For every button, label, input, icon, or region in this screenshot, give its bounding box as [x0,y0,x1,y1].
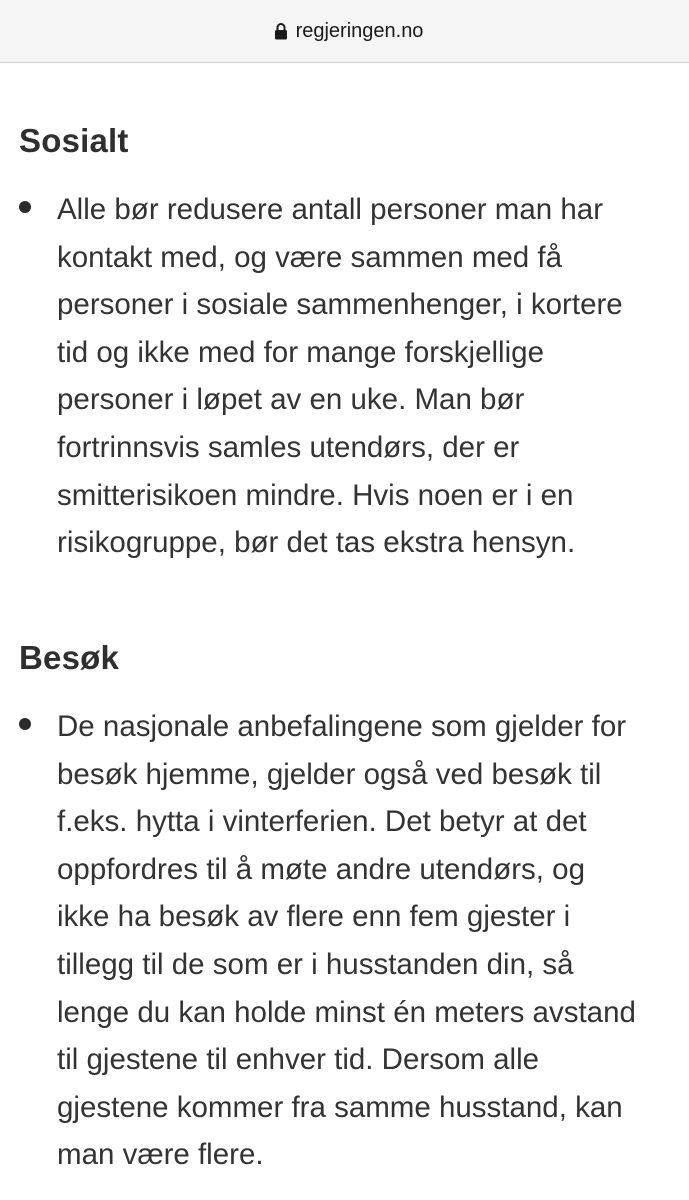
url-text: regjeringen.no [295,19,424,42]
bullet-icon [19,201,31,213]
list-item [19,703,679,1179]
section-heading-sosialt: Sosialt [19,122,129,159]
list-item [19,186,679,567]
bullet-icon [19,718,31,730]
browser-address-bar[interactable] [0,0,689,63]
section-heading-besok: Besøk [19,639,120,676]
bullet-text: Alle bør redusere antall personer man har kontakt med, og være sammen med få personer i sosiale sammenhenger, i kortere tid og ikke med for mange forskjellige personer i løpet av en uke. Man bør fortrinnsvis samles utendørs, der er smitterisikoen mindre. Hvis noen er i en risikogruppe, bør det tas ekstra hensyn. [57,193,623,560]
lock-icon [274,22,288,40]
url-display[interactable] [274,20,424,43]
bullet-text: De nasjonale anbefalingene som gjelder for besøk hjemme, gjelder også ved besøk til f.eks. hytta i vinterferien. Det betyr at det oppfordres til å møte andre utendørs, og ikke ha besøk av flere enn fem gjester i tillegg til de som er i husstanden din, så lenge du kan holde minst én meters avstand til gjestene til enhver tid. Dersom alle gjestene kommer fra samme husstand, kan man være flere. [57,710,636,1172]
